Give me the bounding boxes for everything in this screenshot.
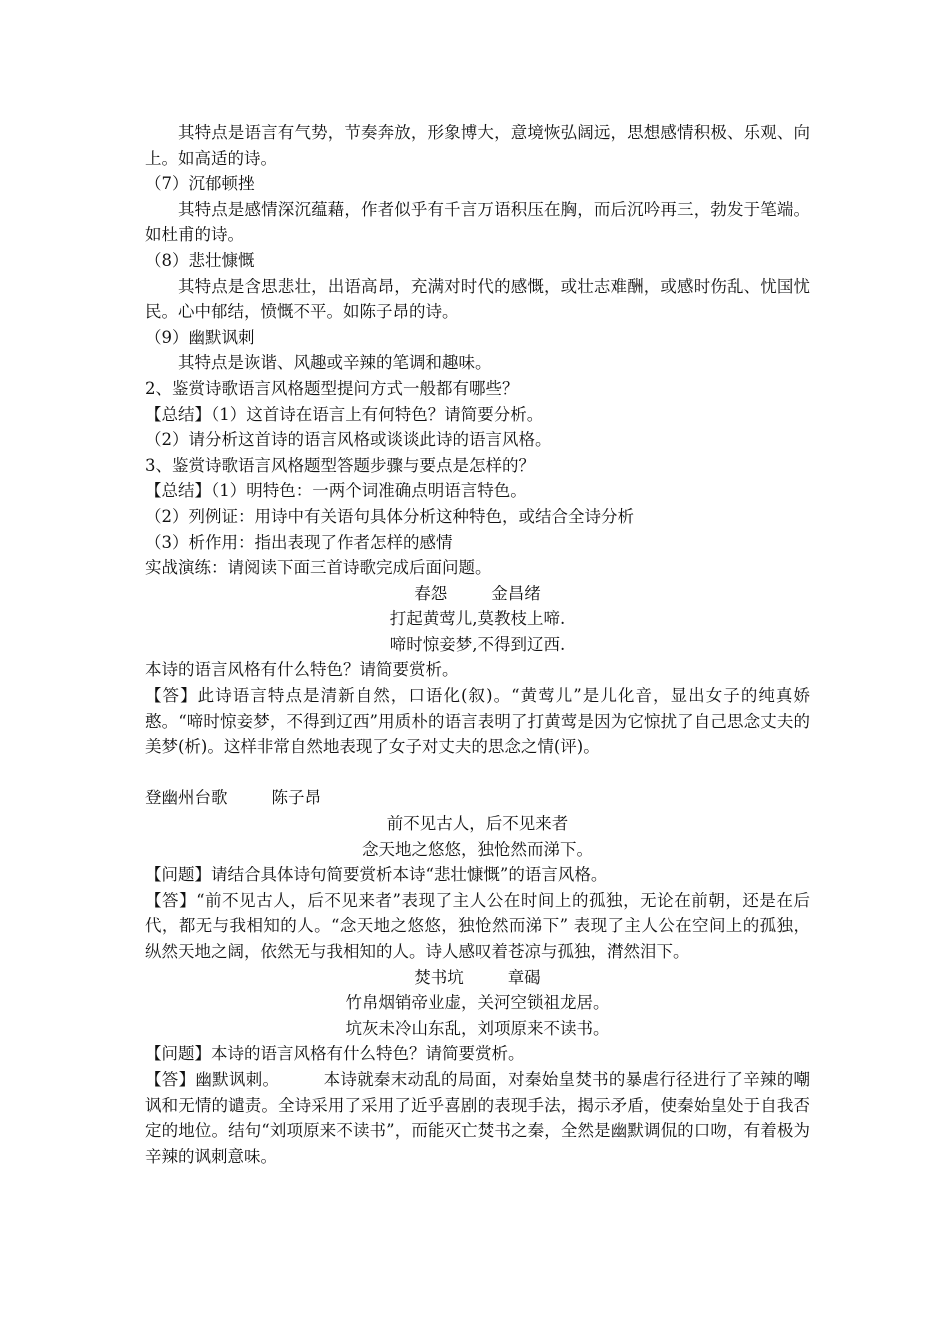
style-8-heading: （8）悲壮慷慨 [145,250,255,270]
poem-3-line-1: 竹帛烟销帝业虚，关河空锁祖龙居。 [345,993,610,1013]
style-8-description: 其特点是含思悲壮，出语高昂，充满对时代的感慨，或壮志难酬，或感时伤乱、忧国忧民。心中郁结，愤慨不平。如陈子昂的诗。 [145,276,810,322]
poem-1-heading [145,581,810,607]
question-2-summary-2: （2）请分析这首诗的语言风格或谈谈此诗的语言风格。 [145,430,552,450]
spacer [145,760,810,786]
style-6-description: 其特点是语言有气势，节奏奔放，形象博大，意境恢弘阔远，思想感情积极、乐观、向上。如高适的诗。 [145,123,810,168]
question-2-title: 2、鉴赏诗歌语言风格题型提问方式一般都有哪些？ [145,378,519,398]
poem-2-title: 登幽州台歌 [145,788,228,808]
poem-3-heading [145,965,810,991]
poem-3-answer-text: 本诗就秦末动乱的局面，对秦始皇焚书的暴虐行径进行了辛辣的嘲讽和无情的谴责。全诗采用了采用了近乎喜剧的表现手法，揭示矛盾，使秦始皇处于自我否定的地位。结句“刘项原来不读书”，而能灭亡焚书之秦，全然是幽默调侃的口吻，有着极为辛辣的讽刺意味。 [145,1069,811,1166]
style-9-heading: （9）幽默讽刺 [145,327,255,347]
poem-1-line-2: 啼时惊妾梦,不得到辽西. [389,634,566,654]
poem-2-answer: 【答】“前不见古人，后不见来者”表现了主人公在时间上的孤独，无论在前朝，还是在后代，都无与我相知的人。“念天地之悠悠，独怆然而涕下” 表现了主人公在空间上的孤独，纵然天地之阔，依然无与我相知的人。诗人感叹着苍凉与孤独，潸然泪下。 [145,890,810,961]
poem-2-line-2: 念天地之悠悠，独怆然而涕下。 [362,839,593,859]
poem-1-author: 金昌绪 [491,583,541,603]
poem-2-author: 陈子昂 [271,788,321,808]
poem-3-question: 【问题】本诗的语言风格有什么特色？请简要赏析。 [145,1044,525,1064]
practice-intro: 实战演练：请阅读下面三首诗歌完成后面问题。 [145,558,492,578]
poem-1-line-1: 打起黄莺儿,莫教枝上啼. [389,609,566,629]
question-3-step-1: 【总结】（1）明特色：一两个词准确点明语言特色。 [145,481,527,501]
poem-3-author: 章碣 [507,967,541,987]
poem-1-answer: 【答】此诗语言特点是清新自然，口语化(叙)。“黄莺儿”是儿化音，显出女子的纯真娇憨。“啼时惊妾梦，不得到辽西”用质朴的语言表明了打黄莺是因为它惊扰了自己思念丈夫的美梦(析)。这样非常自然地表现了女子对丈夫的思念之情(评)。 [145,686,810,757]
style-7-description: 其特点是感情深沉蕴藉，作者似乎有千言万语积压在胸，而后沉吟再三，勃发于笔端。如杜甫的诗。 [145,199,810,245]
poem-3-title: 焚书坑 [414,967,464,987]
question-2-summary-1: 【总结】（1）这首诗在语言上有何特色？请简要分析。 [145,404,544,424]
poem-2-heading [145,785,810,811]
poem-3-answer-lead: 【答】幽默讽刺。 [145,1069,280,1089]
style-9-description: 其特点是诙谐、风趣或辛辣的笔调和趣味。 [178,353,492,373]
poem-1-title: 春怨 [414,583,448,603]
question-3-title: 3、鉴赏诗歌语言风格题型答题步骤与要点是怎样的？ [145,455,535,475]
style-7-heading: （7）沉郁顿挫 [145,174,255,194]
question-3-step-3: （3）析作用：指出表现了作者怎样的感情 [145,532,453,552]
poem-3-line-2: 坑灰未冷山东乱，刘项原来不读书。 [345,1018,610,1038]
poem-1-question: 本诗的语言风格有什么特色？请简要赏析。 [145,660,459,680]
document-body [145,120,810,1169]
poem-3-answer [145,1067,810,1169]
poem-2-line-1: 前不见古人，后不见来者 [386,814,569,834]
poem-2-question: 【问题】请结合具体诗句简要赏析本诗“悲壮慷慨”的语言风格。 [145,865,608,885]
question-3-step-2: （2）列例证：用诗中有关语句具体分析这种特色，或结合全诗分析 [145,506,634,526]
